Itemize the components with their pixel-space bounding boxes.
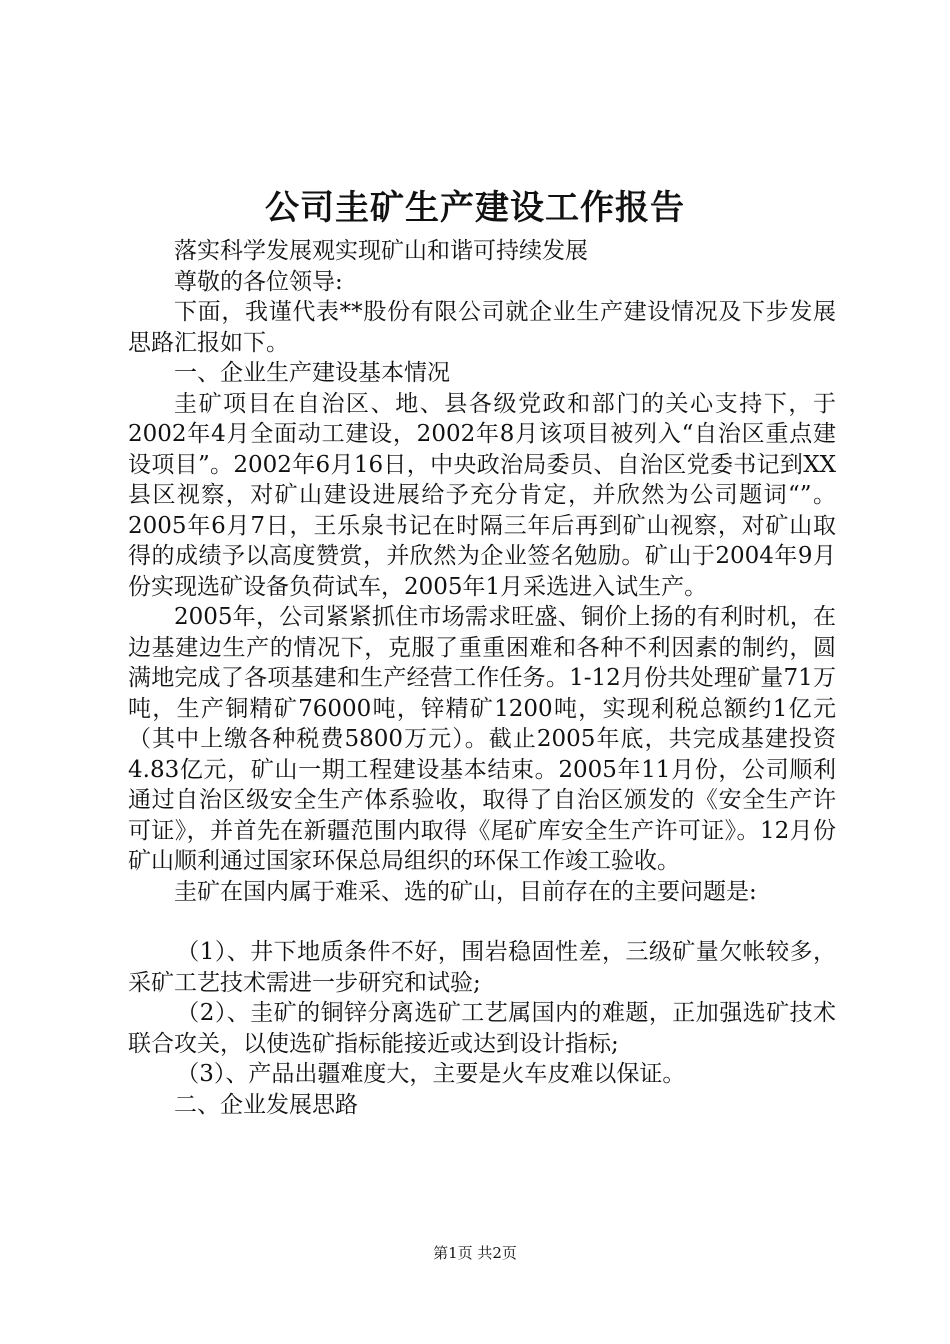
salutation-paragraph: 尊敬的各位领导: bbox=[174, 268, 343, 295]
intro-paragraph: 下面，我谨代表**股份有限公司就企业生产建设情况及下步发展思路汇报如下。 bbox=[128, 299, 836, 356]
page-number-footer: 第1页 共2页 bbox=[433, 1244, 517, 1262]
document-body bbox=[128, 236, 836, 1120]
paragraph-gap bbox=[128, 907, 836, 937]
body-paragraph-history: 圭矿项目在自治区、地、县各级党政和部门的关心支持下，于2002年4月全面动工建设，2002年8月该项目被列入“自治区重点建设项目”。2002年6月16日，中央政治局委员、自治区党委书记到XX县区视察，对矿山建设进展给予充分肯定，并欣然为公司题词“”。2005年6月7日，王乐泉书记在时隔三年后再到矿山视察，对矿山取得的成绩予以高度赞赏，并欣然为企业签名勉励。矿山于2004年9月份实现选矿设备负荷试车，2005年1月采选进入试生产。 bbox=[128, 390, 836, 600]
section-heading-2: 二、企业发展思路 bbox=[174, 1091, 358, 1118]
subtitle-paragraph: 落实科学发展观实现矿山和谐可持续发展 bbox=[174, 238, 588, 264]
list-item-1: （1）、井下地质条件不好，围岩稳固性差，三级矿量欠帐较多，采矿工艺技术需进一步研究和试验; bbox=[128, 939, 836, 996]
list-item-2: （2）、圭矿的铜锌分离选矿工艺属国内的难题，正加强选矿技术联合攻关，以使选矿指标能接近或达到设计指标; bbox=[128, 1000, 836, 1057]
list-item-3: （3）、产品出疆难度大，主要是火车皮难以保证。 bbox=[176, 1061, 686, 1087]
body-paragraph-2005: 2005年，公司紧紧抓住市场需求旺盛、铜价上扬的有利时机，在边基建边生产的情况下，克服了重重困难和各种不利因素的制约，圆满地完成了各项基建和生产经营工作任务。1-12月份共处理矿量71万吨，生产铜精矿76000吨，锌精矿1200吨，实现利税总额约1亿元（其中上缴各种税费5800万元）。截止2005年底，共完成基建投资4.83亿元，矿山一期工程建设基本结束。2005年11月份，公司顺利通过自治区级安全生产体系验收，取得了自治区颁发的《安全生产许可证》，并首先在新疆范围内取得《尾矿库安全生产许可证》。12月份矿山顺利通过国家环保总局组织的环保工作竣工验收。 bbox=[128, 604, 836, 874]
body-paragraph-problems: 圭矿在国内属于难采、选的矿山，目前存在的主要问题是: bbox=[174, 878, 757, 905]
section-heading-1: 一、企业生产建设基本情况 bbox=[174, 360, 450, 386]
document-title: 公司圭矿生产建设工作报告 bbox=[265, 188, 685, 228]
